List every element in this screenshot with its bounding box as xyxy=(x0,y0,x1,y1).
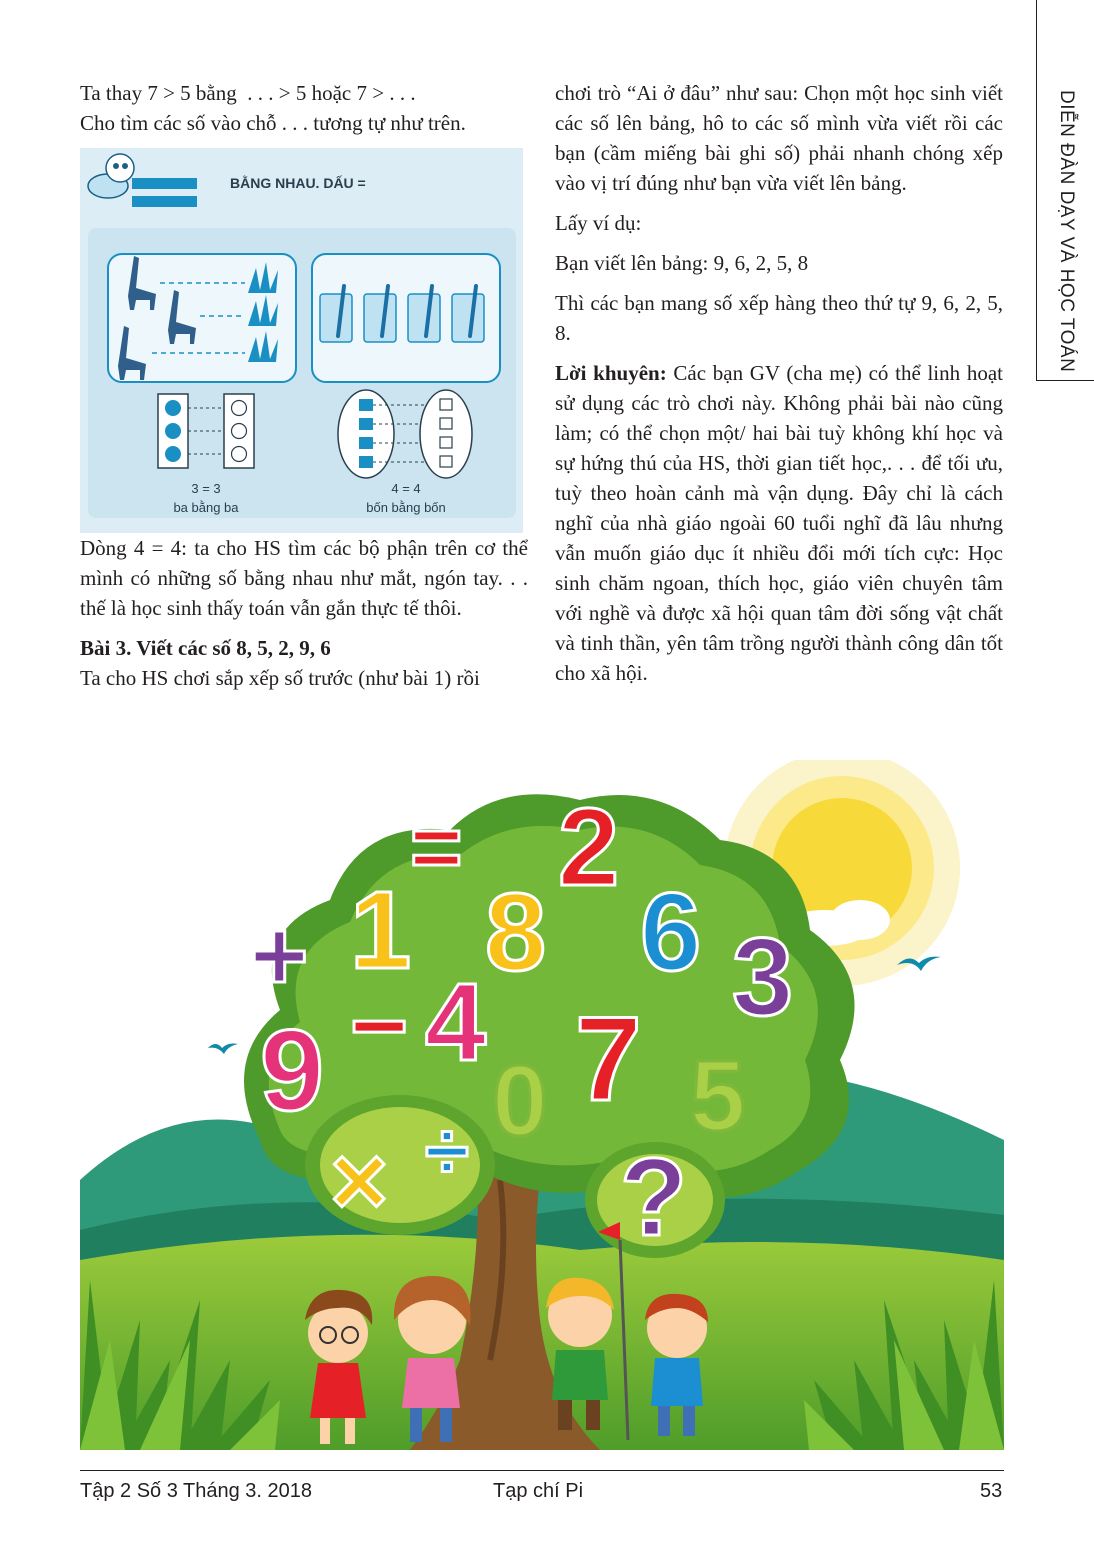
right-paragraph-3: Bạn viết lên bảng: 9, 6, 2, 5, 8 xyxy=(555,251,809,275)
section-heading-text: Bài 3. Viết các số 8, 5, 2, 9, 6 xyxy=(80,636,331,660)
question-mark: ? xyxy=(620,1136,688,1259)
footer-rule xyxy=(80,1470,1004,1471)
left-paragraph-2: Cho tìm các số vào chỗ . . . tương tự như trên. xyxy=(80,111,466,135)
figure-left-caption-eq: 3 = 3 xyxy=(191,481,221,496)
multiply-symbol: × xyxy=(330,1125,389,1237)
page-number: 53 xyxy=(980,1480,1003,1502)
number-3: 3 xyxy=(732,916,794,1039)
number-7: 7 xyxy=(575,992,642,1126)
number-2: 2 xyxy=(558,786,620,909)
left-paragraph-3: Dòng 4 = 4: ta cho HS tìm các bộ phận trên cơ thể mình có những số bằng nhau như mắt, ngón tay. . . thế là học sinh thấy toán vẫn gắn thực tế thôi. xyxy=(80,536,528,620)
number-6: 6 xyxy=(640,871,702,994)
advice-label: Lời khuyên: xyxy=(555,361,667,385)
figure-left-caption-words: ba bằng ba xyxy=(173,500,239,515)
left-paragraph-4: Ta cho HS chơi sắp xếp số trước (như bài 1) rồi xyxy=(80,666,480,690)
number-0: 0 xyxy=(492,1045,548,1157)
figure-right-caption-eq: 4 = 4 xyxy=(391,481,421,496)
right-paragraph-1: chơi trò “Ai ở đâu” như sau: Chọn một học sinh viết các số lên bảng, hô to các số mình vừa viết rồi các bạn (cầm miếng bài ghi số) phải nhanh chóng xếp vào vị trí đúng như bạn vừa viết lên bảng. xyxy=(555,81,1003,195)
number-1: 1 xyxy=(350,869,412,992)
number-4: 4 xyxy=(425,961,487,1084)
math-tree-illustration xyxy=(80,760,1004,1450)
number-8: 8 xyxy=(485,871,547,994)
right-column xyxy=(555,78,1003,688)
section-heading xyxy=(80,633,528,663)
advice-text: Các bạn GV (cha mẹ) có thể linh hoạt sử dụng các trò chơi này. Không phải bài nào cũng làm; có thể chọn một/ hai bài tuỳ không khí học và sự hứng thú của HS, thời gian tiết học,. . . để tối ưu, tuỳ theo hoàn cảnh mà vận dụng. Đây chỉ là cách nghĩ của nhà giáo ngoài 60 tuổi nghĩ đã lâu nhưng vẫn muốn giáo dục ít nhiều đổi mới tích cực: Học sinh chăm ngoan, thích học, giáo viên chuyên tâm với nghề và được xã hội quan tâm đời sống vật chất và tinh thần, yên tâm trồng người thành công dân tốt cho xã hội. xyxy=(555,361,1003,685)
footer-issue: Tập 2 Số 3 Tháng 3. 2018 xyxy=(80,1480,313,1502)
figure-right-caption-words: bốn bằng bốn xyxy=(366,500,446,515)
divide-symbol: ÷ xyxy=(425,1106,469,1195)
bird-icon xyxy=(208,1044,238,1055)
left-paragraph-1: Ta thay 7 > 5 bằng . . . > 5 hoặc 7 > . . . xyxy=(80,81,416,105)
minus-symbol: − xyxy=(350,970,409,1082)
equals-symbol: = xyxy=(410,798,463,898)
textbook-figure xyxy=(80,148,523,533)
number-5: 5 xyxy=(690,1040,746,1152)
side-tab xyxy=(1036,0,1094,381)
footer-journal: Tạp chí Pi xyxy=(493,1480,584,1502)
advice-paragraph xyxy=(555,358,1003,688)
side-tab-label: DIỄN ĐÀN DẠY VÀ HỌC TOÁN xyxy=(1056,90,1077,373)
right-paragraph-4: Thì các bạn mang số xếp hàng theo thứ tự 9, 6, 2, 5, 8. xyxy=(555,291,1003,345)
right-paragraph-2: Lấy ví dụ: xyxy=(555,211,642,235)
number-9: 9 xyxy=(260,1007,324,1135)
figure-title: BẰNG NHAU. DẤU = xyxy=(230,175,366,191)
plus-symbol: + xyxy=(250,900,309,1012)
